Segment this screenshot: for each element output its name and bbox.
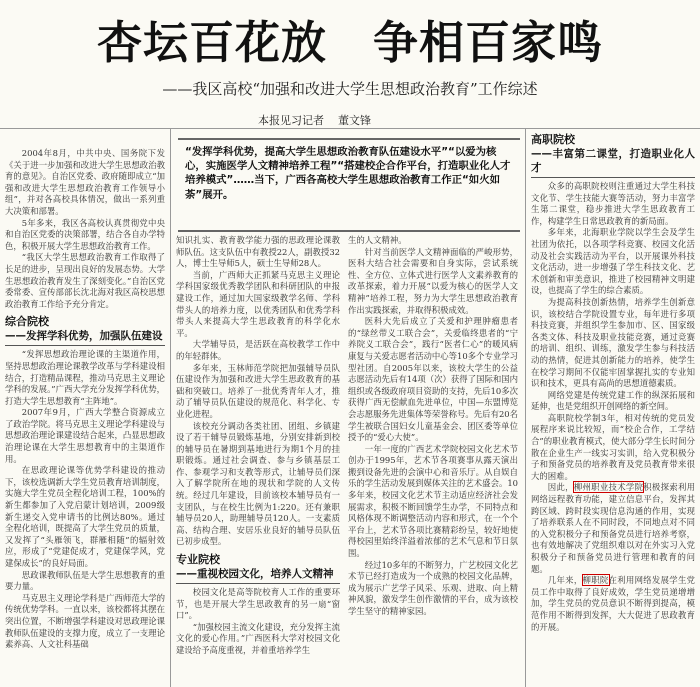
section-title: 高职院校 [531,133,575,146]
paragraph: “发挥思想政治理论课的主渠道作用，坚持思想政治理论课教学改革与学科建设相结合，打造精品课程，推动马克思主义理论学科的发展。”广西大学充分发挥学科优势，打造大学生思想教育“主阵地”。 [5,349,165,406]
paragraph: 众多的高职院校则注重通过大学生科技文化节、学生技能大赛等活动，努力丰富学生第二课堂，稳步推进大学生思政教育工作，构建学生日常思政教育的新局面。 [531,181,695,226]
article-column-2 [176,235,340,683]
paragraph: 多年来，北海职业学院以学生会及学生社团为依托，以各项学科竞赛、校园文化活动及社会实践活动为平台，以开展课外科技文化活动，进一步增强了学生科技文化、艺术创新和审美意识，推进了校园精神文明建设，也提高了学生的综合素质。 [531,227,695,296]
paragraph: 2007年9月，广西大学整合资源成立了政治学院。将马克思主义理论学科建设与思想政治理论课建设结合起来，凸显思想政治理论课在大学生思想教育中的主渠道作用。 [5,407,165,464]
pullquote: “发挥学科优势，提高大学生思想政治教育队伍建设水平”“以爱为核心，实施医学人文精神培养工程”“搭建校企合作平台，打造职业化人才培养模式”……当下，广西各高校大学生思想政治教育工作正“如火如荼”展开。 [185,146,511,201]
section-title: 专业院校 [176,553,220,567]
paragraph: “我区大学生思想政治教育工作取得了长足的进步，呈现出良好的发展态势。大学生思想政治教育发生了深刻变化。”自治区党委常委、宣传部部长沈北海对我区高校思想政治教育工作给予充分肯定。 [5,252,165,309]
paragraph: 多年来，玉林师范学院把加强辅导员队伍建设作为加强和改进大学生思政教育的基础和突破口。培养了一批优秀青年人才，推动了辅导员队伍建设的规范化、科学化、专业化进程。 [176,362,340,419]
paragraph: 知识扎实、教育教学能力强的思政理论课教师队伍。这支队伍中有教授22人，副教授32人，博士生导师5人，硕士生导师28人。 [176,235,340,269]
paragraph: “加强校园主流文化建设，充分发挥主流文化的爱心作用。”广西医科大学对校园文化建设给予高度重视，并着重培养学生 [176,621,340,655]
paragraph: 该校充分调动各类社团、团组、乡镇建设了若干辅导员锻炼基地，分别安排新到校的辅导员在暑期到基地进行为期1个月的挂职锻炼。通过社会调查、参与乡镇基层工作、参观学习和支教等形式，让辅导员们深入了解学院所在地的现状和学院的人文传统。经过几年建设，目前该校本辅导员有一支团队，与在校生比例为1:220。还有兼职辅导员20人，助理辅导员120人。一支素质高、结构合理、安居乐业良好的辅导员队伍已初步成型。 [176,420,340,547]
paragraph: 校园文化是高等院校育人工作的重要环节，也是开展大学生思政教育的另一扇“窗口”。 [176,587,340,621]
column-divider [170,128,171,687]
paragraph: 网络党建是传统党建工作的纵深拓展和延伸，也是党组织开创网络的新空间。 [531,389,695,412]
paragraph: 生的人文精神。 [348,235,407,245]
article-column-3 [348,235,518,683]
paragraph: 针对当前医学人文精神面临的严峻形势，医科大结合社会需要和自身实际，尝试系统性、全方位、立体式进行医学人文素养教育的改革探索，着力开展“以爱为核心的医学人文精神”培养工程，努力为大学生思想政治教育作出实践探索，并取得积极成效。 [348,246,518,315]
paragraph: 2004年8月，中共中央、国务院下发《关于进一步加强和改进大学生思想政治教育的意见》。自治区党委、政府随即成立“加强和改进大学生思想政治教育工作领导小组”，并对各高校具体情况，做出一系列重大决策和部署。 [5,148,165,216]
paragraph: 5年多来，我区各高校认真贯彻党中央和自治区党委的决策部署，结合各自办学特色，积极开展大学生思想政治教育工作。 [5,217,165,251]
paragraph: 高职院校学制3年，相对传统的党员发展程序来说比较短，而“校企合作，工学结合”的职业教育模式，使大部分学生长时间分散在企业生产一线实习实训，给入党积极分子和预备党员的培养教育及党员教育带来很大的困难。 [531,412,695,481]
byline-author: 董文锋 [338,114,371,127]
highlighted-name: 柳州职业技术学院 [573,482,644,493]
paragraph: 一年一度的广西艺术学院校园文化艺术节创办于1995年，艺术节各项赛事从露天演出搬到设备先进的会演中心和音乐厅。从自娱自乐的学生活动发展到媒体关注的艺术盛会。10多年来，校园文化艺术节主动适应经济社会发展需求，积极不断回馈学生办学，不同特点和风格体现不断调整活动内容和形式，在一个个平台上，艺术节各项比赛精彩纷呈，较好地使得校园里始终洋溢着浓郁的艺术气息和节日氛围。 [348,443,518,559]
paragraph-highlighted: 几年来，柳职院在利用网络发展学生党员工作中取得了良好成效，学生党员递增增加，学生党员的党员意识不断得到提高，模范作用不断得到发挥，大大促进了思政教育的开展。 [531,575,695,632]
paragraph: 为提高科技创新热情，培养学生创新意识，该校结合学院设置专业，每年进行多项科技竞赛，并组织学生参加市、区、国家级各类文体、科技及职业技能竞赛，通过竞赛的培训、组织、训练，激发学生参与科技活动的热情，促进其创新能力的培养，使学生在校学习期间不仅能牢固掌握扎实的专业知识和技术，更具有高尚的思想道德素质。 [531,296,695,389]
section-title: 综合院校 [5,315,49,329]
paragraph: 当前，广西师大正抓紧马克思主义理论学科国家级优秀教学团队和科研团队的申报建设工作，通过加大国家级教学名师、学科带头人的培养力度，以优秀团队和优秀学科带头人来提高大学生思政教育的科学化水平。 [176,269,340,338]
paragraph: 马克思主义理论学科是广西师范大学的传统优势学科。一直以来，该校都将其摆在突出位置，不断增强学科建设对思政理论课教师队伍建设的支撑力度，成立了一支理论素养高、人文社科基础 [5,592,165,650]
headline: 杏坛百花放 争相百家鸣 [96,16,603,69]
paragraph: 经过10多年的不断努力，广艺校园文化艺术节已经打造成为一个成熟的校园文化品牌，成为展示广艺学子风采、乐观、进取、向上精神风貌，激发学生创作激情的平台，成为该校学生坚守的精神家园。 [348,559,518,616]
paragraph-highlighted: 因此，柳州职业技术学院积极探索利用网络远程教育功能，建立信息平台，发挥其跨区域、跨时段实现信息沟通的作用，实现了培养联系人在不同时段，不同地点对不同的入党积极分子和预备党员进行培养考察，也有效地解决了党组织难以对在外实习入党积极分子和预备党员进行管理和教育的问题。 [531,482,695,574]
paragraph: 在思政理论课等优势学科建设的推动下，该校选调新大学生党员教育培训制度，实施大学生党员全程化培训工程，100%的新生都参加了入党启蒙计划培训，2009级新生递交入党申请书的比例达80%。通过全程化培训，既提高了大学生党员的质量，又发挥了“头雁领飞，群雁相随”的辐射效应，形成了“党建促成才，党建保学风，党建保成长”的良好局面。 [5,465,165,568]
section-subtitle: ——重视校园文化，培养人文精神 [176,567,340,584]
section-subtitle: ——丰富第二课堂，打造职业化人才 [531,147,695,178]
paragraph: 大学辅导员，是活跃在高校教学工作中的年轻群体。 [176,339,340,361]
article-column-1 [5,148,165,683]
paragraph: 医科大先后成立了关爱和护理肿瘤患者的“绿丝带义工联合会”，关爱临终患者的“宁养院义工联合会”，践行“医者仁心”的暖风病康复与关爱志愿者活动中心等10多个专业学习型社团。自2005年以来，该校大学生的公益志愿活动先后有14项（次）获得了国际和国内组织或各级政府项目资助的支持，先后10多次获得广西无偿献血先进单位，中国—东盟博览会志愿服务先进集体等荣誉称号。先后有20名学生被联合国妇女儿童基金会、团区委等单位授予的“爱心大使”。 [348,316,518,443]
paragraph: 思政课教师队伍是大学生思想教育的重要力量。 [5,569,165,592]
column-divider [525,128,526,687]
byline [258,112,385,128]
highlighted-name: 柳职院 [582,575,609,586]
top-rule [0,128,700,129]
section-subtitle: ——发挥学科优势，加强队伍建设 [5,329,165,346]
subtitle: ——我区高校“加强和改进大学生思想政治教育”工作综述 [162,80,538,98]
article-column-4 [531,132,695,683]
byline-role: 本报见习记者 [258,114,324,127]
